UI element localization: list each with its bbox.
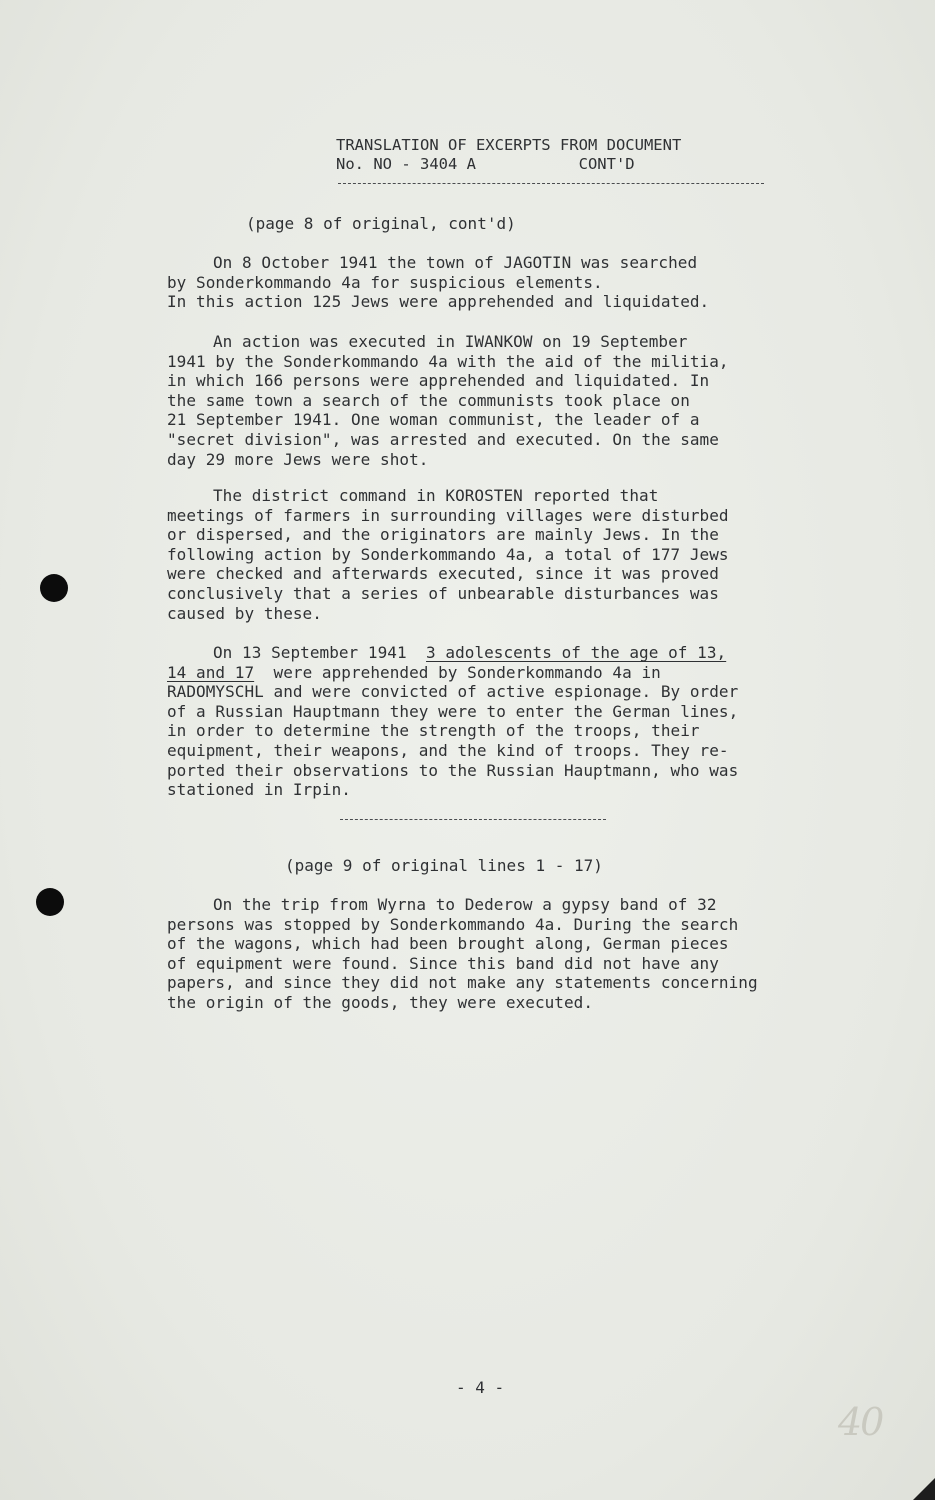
paragraph-korosten bbox=[167, 486, 729, 623]
page-8-label: (page 8 of original, cont'd) bbox=[246, 214, 516, 233]
document-header bbox=[336, 136, 681, 174]
paragraph-line: caused by these. bbox=[167, 603, 322, 623]
paragraph-radomyschl bbox=[167, 643, 738, 800]
underlined-adolescents-text: 3 adolescents of the age of 13, bbox=[426, 643, 727, 662]
paragraph-line: or dispersed, and the originators are mainly Jews. In the bbox=[167, 525, 719, 545]
paragraph-line: On the trip from Wyrna to Dederow a gypsy band of 32 bbox=[213, 895, 717, 914]
punch-hole-upper bbox=[40, 574, 68, 602]
paragraph-line: 21 September 1941. One woman communist, the leader of a bbox=[167, 410, 700, 430]
paragraph-line: in which 166 persons were apprehended and liquidated. In bbox=[167, 371, 710, 391]
paragraph-line: RADOMYSCHL and were convicted of active espionage. By order bbox=[167, 682, 739, 702]
paragraph-line: of equipment were found. Since this band did not have any bbox=[167, 953, 719, 973]
paragraph-line: In this action 125 Jews were apprehended and liquidated. bbox=[167, 292, 710, 312]
header-title: TRANSLATION OF EXCERPTS FROM DOCUMENT bbox=[336, 136, 682, 154]
handwritten-page-note: 40 bbox=[838, 1400, 883, 1444]
section-separator bbox=[340, 819, 606, 820]
paragraph-line: papers, and since they did not make any statements concerning bbox=[167, 973, 758, 993]
paragraph-line: meetings of farmers in surrounding villages were disturbed bbox=[167, 505, 729, 525]
paragraph-line: in order to determine the strength of the troops, their bbox=[167, 721, 700, 741]
paragraph-line: 1941 by the Sonderkommando 4a with the aid of the militia, bbox=[167, 351, 729, 371]
paragraph-line: stationed in Irpin. bbox=[167, 780, 351, 800]
paragraph-iwankow bbox=[167, 332, 729, 469]
header-document-number: No. NO - 3404 A CONT'D bbox=[336, 155, 635, 173]
page-number: - 4 - bbox=[456, 1378, 505, 1397]
paragraph-line: the same town a search of the communists took place on bbox=[167, 390, 690, 410]
paragraph-line: of the wagons, which had been brought along, German pieces bbox=[167, 934, 729, 954]
paragraph-line: equipment, their weapons, and the kind of troops. They re- bbox=[167, 740, 729, 760]
underlined-ages-text: 14 and 17 bbox=[167, 662, 255, 682]
paragraph-line: day 29 more Jews were shot. bbox=[167, 449, 429, 469]
header-dashed-rule bbox=[338, 183, 764, 184]
punch-hole-lower bbox=[36, 888, 64, 916]
paragraph-line: following action by Sonderkommando 4a, a total of 177 Jews bbox=[167, 544, 729, 564]
paragraph-line: An action was executed in IWANKOW on 19 September bbox=[213, 332, 688, 351]
paragraph-line-suffix: were apprehended by Sonderkommando 4a in bbox=[254, 662, 661, 682]
paragraph-line: The district command in KOROSTEN reported that bbox=[213, 486, 659, 505]
paragraph-line: On 8 October 1941 the town of JAGOTIN was searched bbox=[213, 253, 698, 272]
paragraph-line: by Sonderkommando 4a for suspicious elements. bbox=[167, 272, 603, 292]
paragraph-jagotin bbox=[167, 253, 709, 312]
paragraph-line: of a Russian Hauptmann they were to enter the German lines, bbox=[167, 701, 739, 721]
page-9-label: (page 9 of original lines 1 - 17) bbox=[285, 856, 603, 875]
paragraph-line: conclusively that a series of unbearable disturbances was bbox=[167, 583, 719, 603]
paragraph-line: the origin of the goods, they were executed. bbox=[167, 992, 594, 1012]
paragraph-line: "secret division", was arrested and executed. On the same bbox=[167, 429, 719, 449]
paragraph-line: were checked and afterwards executed, since it was proved bbox=[167, 564, 719, 584]
paragraph-line: ported their observations to the Russian Hauptmann, who was bbox=[167, 760, 739, 780]
paragraph-line-prefix: On 13 September 1941 bbox=[213, 643, 427, 662]
paragraph-line: persons was stopped by Sonderkommando 4a. During the search bbox=[167, 914, 739, 934]
paragraph-gypsy-band bbox=[167, 895, 758, 1013]
folded-corner bbox=[913, 1478, 935, 1500]
